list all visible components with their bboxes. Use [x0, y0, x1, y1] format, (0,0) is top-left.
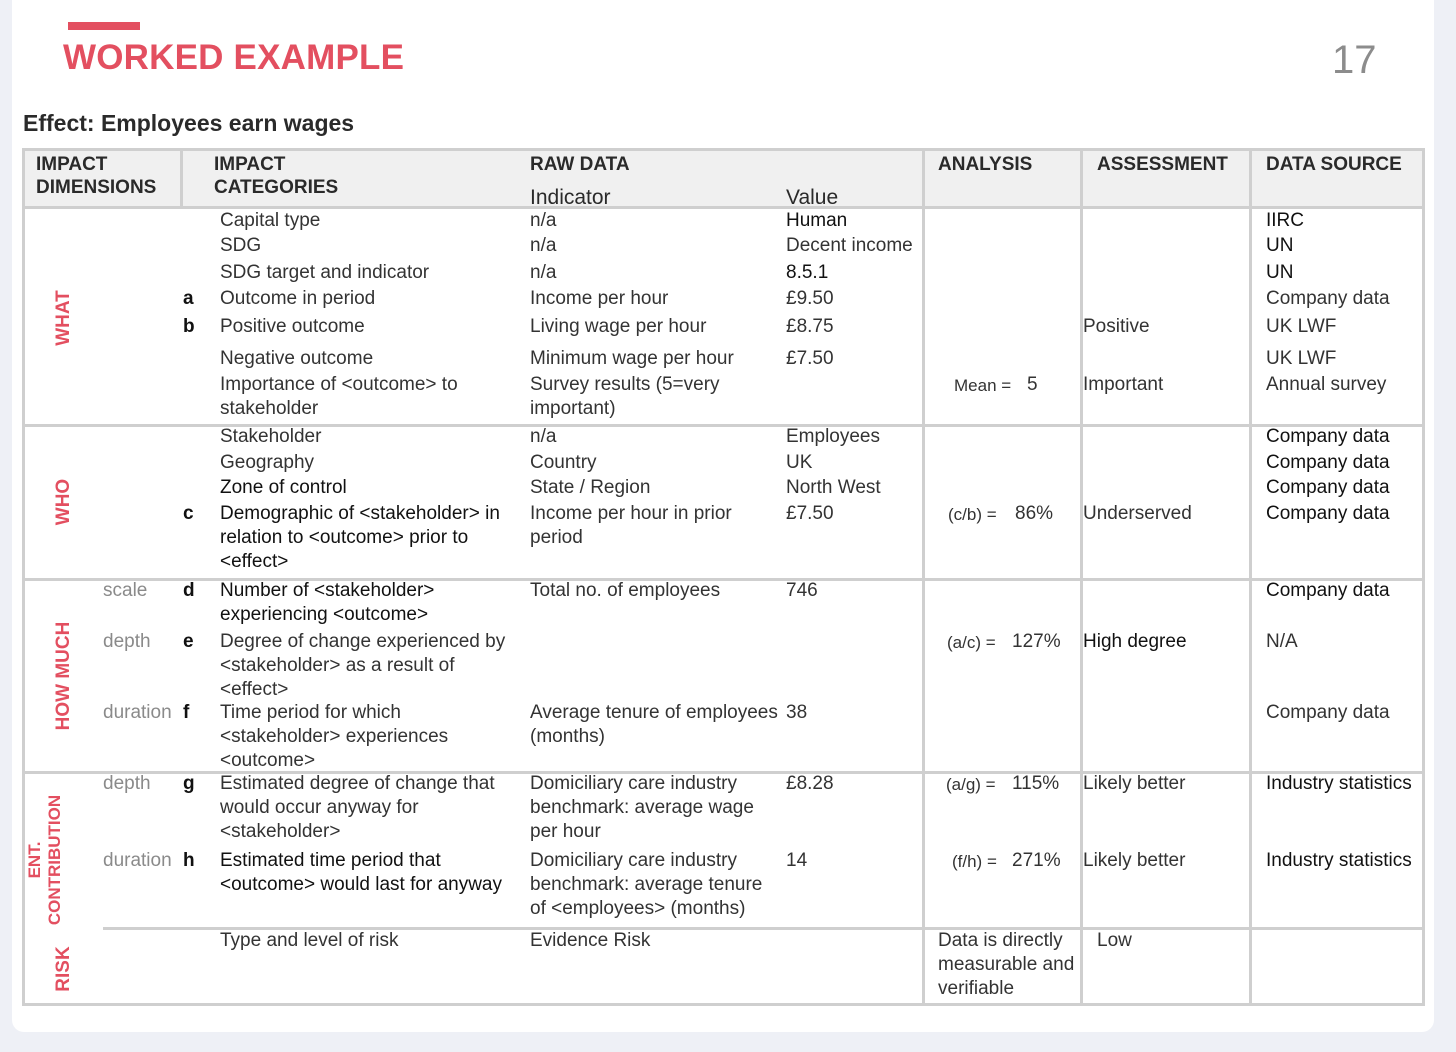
table-cell: Evidence Risk [530, 930, 651, 951]
table-cell: <stakeholder> [220, 821, 341, 842]
table-cell: Country [530, 452, 597, 473]
table-cell: d [183, 580, 195, 601]
table-cell: important) [530, 398, 616, 419]
table-cell: Company data [1266, 702, 1390, 723]
table-cell: measurable and [938, 954, 1075, 975]
table-cell: 38 [786, 702, 808, 723]
table-cell: Stakeholder [220, 426, 322, 447]
table-cell: Zone of control [220, 477, 347, 498]
table-cell: UN [1266, 235, 1294, 256]
table-cell: Living wage per hour [530, 316, 707, 337]
divider [1249, 151, 1252, 1003]
header-value: Value [786, 186, 839, 209]
table-cell: Company data [1266, 580, 1390, 601]
table-cell: Likely better [1083, 773, 1186, 794]
table-cell: benchmark: average tenure [530, 874, 763, 895]
table-cell: SDG [220, 235, 262, 256]
table-cell: Survey results (5=very [530, 374, 720, 395]
table-cell: n/a [530, 262, 557, 283]
table-cell: Demographic of <stakeholder> in [220, 503, 500, 524]
table-cell: Company data [1266, 426, 1390, 447]
section-risk: RISK [53, 946, 74, 992]
table-cell: (f/h) = [952, 852, 997, 871]
table-cell: experiencing <outcome> [220, 604, 429, 625]
divider [1080, 151, 1083, 1003]
page-title: WORKED EXAMPLE [63, 38, 405, 77]
table-cell: stakeholder [220, 398, 319, 419]
table-cell: Underserved [1083, 503, 1192, 524]
table-cell: <outcome> would last for anyway [220, 874, 502, 895]
table-cell: Important [1083, 374, 1164, 395]
header-analysis: ANALYSIS [938, 154, 1033, 175]
table-cell: UK LWF [1266, 316, 1337, 337]
table-cell: 14 [786, 850, 808, 871]
table-cell: Income per hour [530, 288, 669, 309]
table-cell: State / Region [530, 477, 651, 498]
table-cell: £7.50 [786, 348, 834, 369]
table-cell: duration [103, 702, 172, 723]
table-cell: n/a [530, 235, 557, 256]
table-cell: UK [786, 452, 813, 473]
table-cell: g [183, 773, 195, 794]
table-cell: n/a [530, 210, 557, 231]
table-cell: e [183, 631, 194, 652]
divider [180, 151, 183, 209]
table-cell: Time period for which [220, 702, 401, 723]
page [12, 0, 1434, 1032]
table-cell: Number of <stakeholder> [220, 580, 435, 601]
table-cell: £8.28 [786, 773, 834, 794]
table-cell: £9.50 [786, 288, 834, 309]
table-cell: Company data [1266, 288, 1390, 309]
table-cell: period [530, 527, 583, 548]
table-cell: of <employees> (months) [530, 898, 746, 919]
table-cell: <effect> [220, 679, 289, 700]
header-data-source: DATA SOURCE [1266, 154, 1402, 175]
table-cell: Degree of change experienced by [220, 631, 506, 652]
table-cell: Positive outcome [220, 316, 365, 337]
table-cell: Geography [220, 452, 315, 473]
table-cell: 5 [1027, 374, 1038, 395]
table-cell: Company data [1266, 503, 1390, 524]
table-cell: per hour [530, 821, 601, 842]
table-cell: Human [786, 210, 848, 231]
table-cell: Company data [1266, 452, 1390, 473]
table-cell: would occur anyway for [220, 797, 419, 818]
header-impact-categories: IMPACT CATEGORIES [214, 154, 339, 198]
divider [922, 151, 925, 1003]
table-cell: verifiable [938, 978, 1015, 999]
table-cell: <stakeholder> as a result of [220, 655, 455, 676]
table-cell: benchmark: average wage [530, 797, 754, 818]
table-cell: b [183, 316, 195, 337]
page-number: 17 [1332, 38, 1377, 82]
table-cell: Industry statistics [1266, 850, 1412, 871]
table-cell: Total no. of employees [530, 580, 721, 601]
table-cell: <outcome> [220, 750, 316, 771]
table-cell: Employees [786, 426, 880, 447]
table-cell: £7.50 [786, 503, 834, 524]
table-cell: relation to <outcome> prior to [220, 527, 469, 548]
table-cell: Low [1097, 930, 1132, 951]
table-cell: a [183, 288, 194, 309]
table-cell: Capital type [220, 210, 321, 231]
table-cell: n/a [530, 426, 557, 447]
table-cell: Data is directly [938, 930, 1063, 951]
table-cell: SDG target and indicator [220, 262, 430, 283]
table-cell: Estimated time period that [220, 850, 441, 871]
table-cell: 127% [1012, 631, 1061, 652]
table-cell: Domiciliary care industry [530, 773, 737, 794]
table-cell: North West [786, 477, 881, 498]
table-cell: <stakeholder> experiences [220, 726, 449, 747]
table-cell: 271% [1012, 850, 1061, 871]
table-cell: f [183, 702, 190, 723]
table-cell: Type and level of risk [220, 930, 399, 951]
effect-subtitle: Effect: Employees earn wages [23, 110, 355, 136]
table-cell: c [183, 503, 194, 524]
table-cell: Annual survey [1266, 374, 1387, 395]
table-cell: Minimum wage per hour [530, 348, 734, 369]
table-cell: High degree [1083, 631, 1187, 652]
table-cell: Importance of <outcome> to [220, 374, 458, 395]
header-raw-data: RAW DATA [530, 154, 630, 175]
table-cell: Positive [1083, 316, 1150, 337]
table-cell: scale [103, 580, 148, 601]
table-cell: £8.75 [786, 316, 834, 337]
table-cell: 8.5.1 [786, 262, 829, 283]
table-cell: Decent income [786, 235, 913, 256]
table-cell: (a/c) = [947, 633, 996, 652]
section-who: WHO [53, 478, 74, 526]
table-cell: Estimated degree of change that [220, 773, 495, 794]
table-cell: Mean = [954, 376, 1012, 395]
section-what: WHAT [53, 290, 74, 346]
table-cell: UK LWF [1266, 348, 1337, 369]
table-cell: IIRC [1266, 210, 1304, 231]
table-cell: 746 [786, 580, 818, 601]
table-cell: Industry statistics [1266, 773, 1412, 794]
impact-table [22, 148, 1425, 1006]
table-cell: h [183, 850, 195, 871]
section-contribution: ENT. CONTRIBUTION [25, 794, 64, 926]
table-cell: depth [103, 631, 151, 652]
table-cell: UN [1266, 262, 1294, 283]
table-cell: <effect> [220, 551, 289, 572]
table-cell: Negative outcome [220, 348, 374, 369]
table-cell: Company data [1266, 477, 1390, 498]
section-how-much: HOW MUCH [53, 621, 74, 731]
header-indicator: Indicator [530, 186, 611, 209]
table-cell: depth [103, 773, 151, 794]
header-impact-dimensions: IMPACT DIMENSIONS [36, 154, 157, 198]
accent-bar [68, 22, 140, 30]
table-cell: N/A [1266, 631, 1298, 652]
table-cell: (months) [530, 726, 605, 747]
table-cell: Outcome in period [220, 288, 376, 309]
table-cell: 115% [1012, 773, 1060, 794]
table-cell: (a/g) = [946, 775, 996, 794]
table-cell: Income per hour in prior [530, 503, 732, 524]
header-assessment: ASSESSMENT [1097, 154, 1228, 175]
table-cell: Domiciliary care industry [530, 850, 737, 871]
table-cell: (c/b) = [948, 505, 997, 524]
table-cell: duration [103, 850, 172, 871]
table-cell: Likely better [1083, 850, 1186, 871]
table-cell: Average tenure of employees [530, 702, 778, 723]
table-cell: 86% [1015, 503, 1054, 524]
